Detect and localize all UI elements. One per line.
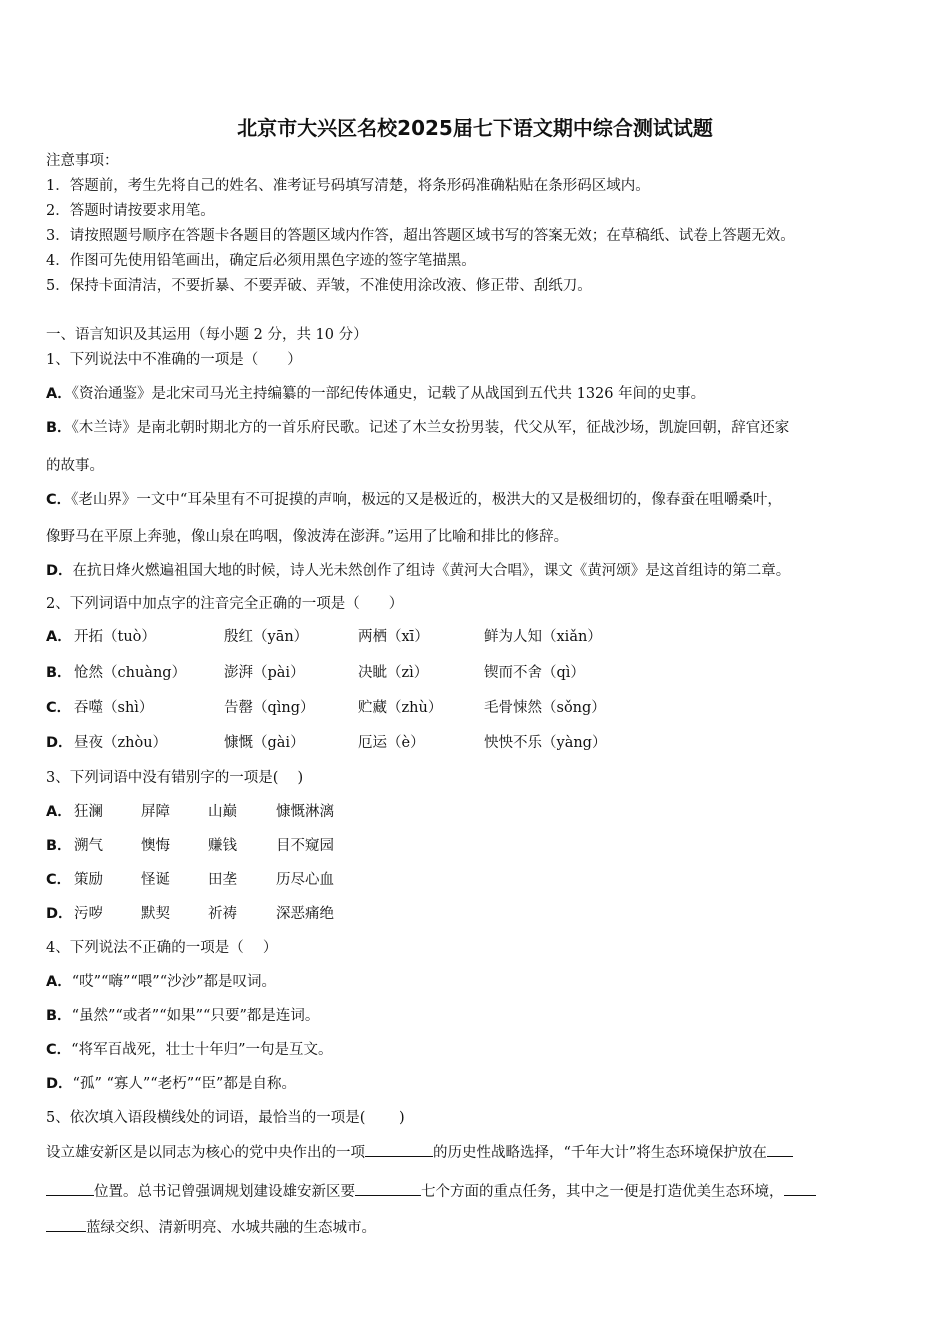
option-cell: 贮藏（zhù） bbox=[358, 700, 443, 716]
q1-option-b-cont: 的故事。 bbox=[46, 458, 104, 474]
option-cell: 田垄 bbox=[208, 872, 237, 888]
notice-item: 3．请按照题号顺序在答题卡各题目的答题区域内作答，超出答题区域书写的答案无效；在草稿纸、试卷上答题无效。 bbox=[46, 228, 795, 244]
option-label: D． bbox=[46, 1076, 73, 1092]
answer-blank[interactable] bbox=[355, 1181, 421, 1196]
option-cell: 目不窥园 bbox=[276, 838, 334, 854]
option-cell: 两栖（xī） bbox=[358, 629, 429, 645]
option-label: C． bbox=[46, 1042, 72, 1058]
q4-option bbox=[46, 1040, 332, 1060]
passage-text: 的历史性战略选择，“千年大计”将生态环境保护放在 bbox=[433, 1145, 767, 1161]
option-label: C． bbox=[46, 700, 72, 716]
option-text: 《资治通鉴》是北宋司马光主持编纂的一部纪传体通史，记载了从战国到五代共 1326 年间的史事。 bbox=[71, 386, 706, 402]
option-label: B． bbox=[46, 665, 72, 681]
option-label: A． bbox=[46, 386, 72, 402]
option-text: “将军百战死，壮士十年归”一句是互文。 bbox=[71, 1042, 333, 1058]
option-text: 在抗日烽火燃遍祖国大地的时候，诗人光未然创作了组诗《黄河大合唱》，课文《黄河颂》是这首组诗的第二章。 bbox=[72, 563, 791, 579]
notice-item: 4．作图可先使用铅笔画出，确定后必须用黑色字迹的签字笔描黑。 bbox=[46, 253, 476, 269]
notice-heading: 注意事项： bbox=[46, 153, 119, 169]
option-cell: 懊悔 bbox=[141, 838, 170, 854]
passage-text: 位置。总书记曾强调规划建设雄安新区要 bbox=[94, 1184, 355, 1200]
question-stem: 3、下列词语中没有错别字的一项是( ) bbox=[46, 770, 304, 786]
q4-option bbox=[46, 1074, 296, 1094]
option-cell: 昼夜（zhòu） bbox=[74, 735, 168, 751]
option-text: “哎”“嗨”“喂”“沙沙”都是叹词。 bbox=[71, 974, 277, 990]
q4-option bbox=[46, 972, 276, 992]
option-cell: 怏怏不乐（yàng） bbox=[484, 735, 607, 751]
option-cell: 深恶痛绝 bbox=[276, 906, 334, 922]
option-cell: 山巅 bbox=[208, 804, 237, 820]
option-cell: 污哕 bbox=[74, 906, 103, 922]
q1-option-a bbox=[46, 384, 705, 404]
option-cell: 溯气 bbox=[74, 838, 103, 854]
option-cell: 历尽心血 bbox=[276, 872, 334, 888]
option-cell: 慷慨淋漓 bbox=[276, 804, 334, 820]
option-cell: 锲而不舍（qì） bbox=[484, 665, 585, 681]
option-cell: 赚钱 bbox=[208, 838, 237, 854]
passage-text: 七个方面的重点任务，其中之一便是打造优美生态环境， bbox=[421, 1184, 784, 1200]
page-title: 北京市大兴区名校2025届七下语文期中综合测试试题 bbox=[237, 116, 713, 140]
question-stem: 1、下列说法中不准确的一项是（ ） bbox=[46, 352, 302, 368]
option-label: A． bbox=[46, 974, 72, 990]
option-text: 《木兰诗》是南北朝时期北方的一首乐府民歌。记述了木兰女扮男装，代父从军，征战沙场，凯旋回朝，辞官还家 bbox=[71, 420, 790, 436]
question-stem: 4、下列说法不正确的一项是（ ） bbox=[46, 940, 278, 956]
option-cell: 怪诞 bbox=[141, 872, 170, 888]
option-cell: 开拓（tuò） bbox=[74, 629, 156, 645]
option-cell: 怆然（chuàng） bbox=[74, 665, 187, 681]
option-cell: 狂澜 bbox=[74, 804, 103, 820]
option-label: A． bbox=[46, 629, 72, 645]
option-label: D． bbox=[46, 563, 73, 579]
section-heading: 一、语言知识及其运用（每小题 2 分，共 10 分） bbox=[46, 327, 368, 343]
option-cell: 默契 bbox=[141, 906, 170, 922]
option-cell: 澎湃（pài） bbox=[224, 665, 305, 681]
q1-option-b bbox=[46, 418, 789, 438]
option-label: B． bbox=[46, 838, 72, 854]
notice-item: 2．答题时请按要求用笔。 bbox=[46, 203, 215, 219]
q1-option-c-cont: 像野马在平原上奔驰，像山泉在呜咽，像波涛在澎湃。”运用了比喻和排比的修辞。 bbox=[46, 529, 569, 545]
notice-item: 5．保持卡面清洁，不要折暴、不要弄破、弄皱，不准使用涂改液、修正带、刮纸刀。 bbox=[46, 278, 592, 294]
option-cell: 策励 bbox=[74, 872, 103, 888]
option-text: 《老山界》一文中“耳朵里有不可捉摸的声响，极远的又是极近的，极洪大的又是极细切的，像春蚕在咀嚼桑叶， bbox=[71, 492, 782, 508]
option-label: D． bbox=[46, 906, 73, 922]
option-cell: 毛骨悚然（sǒng） bbox=[484, 700, 606, 716]
option-cell: 鲜为人知（xiǎn） bbox=[484, 629, 602, 645]
question-stem: 2、下列词语中加点字的注音完全正确的一项是（ ） bbox=[46, 596, 404, 612]
option-cell: 吞噬（shì） bbox=[74, 700, 154, 716]
option-label: B． bbox=[46, 420, 72, 436]
q5-passage-line bbox=[46, 1181, 816, 1202]
q1-option-d bbox=[46, 561, 790, 581]
q4-option bbox=[46, 1006, 319, 1026]
answer-blank[interactable] bbox=[46, 1181, 94, 1196]
option-cell: 决眦（zì） bbox=[358, 665, 429, 681]
answer-blank[interactable] bbox=[784, 1181, 816, 1196]
option-label: B． bbox=[46, 1008, 72, 1024]
option-text: “虽然”“或者”“如果”“只要”都是连词。 bbox=[71, 1008, 320, 1024]
option-cell: 殷红（yān） bbox=[224, 629, 309, 645]
answer-blank[interactable] bbox=[46, 1217, 86, 1232]
passage-text: 蓝绿交织、清新明亮、水城共融的生态城市。 bbox=[86, 1220, 376, 1236]
q5-passage-line bbox=[46, 1142, 793, 1163]
passage-text: 设立雄安新区是以同志为核心的党中央作出的一项 bbox=[46, 1145, 365, 1161]
option-text: “孤” “寡人”“老朽”“臣”都是自称。 bbox=[72, 1076, 296, 1092]
option-label: A． bbox=[46, 804, 72, 820]
answer-blank[interactable] bbox=[767, 1142, 793, 1157]
option-label: C． bbox=[46, 492, 72, 508]
option-label: C． bbox=[46, 872, 72, 888]
notice-item: 1．答题前，考生先将自己的姓名、准考证号码填写清楚，将条形码准确粘贴在条形码区域内。 bbox=[46, 178, 650, 194]
option-cell: 屏障 bbox=[141, 804, 170, 820]
option-cell: 告罄（qìng） bbox=[224, 700, 315, 716]
option-cell: 祈祷 bbox=[208, 906, 237, 922]
q1-option-c bbox=[46, 490, 782, 510]
option-label: D． bbox=[46, 735, 73, 751]
q5-passage-line bbox=[46, 1217, 376, 1238]
answer-blank[interactable] bbox=[365, 1142, 433, 1157]
question-stem: 5、依次填入语段横线处的词语，最恰当的一项是( ) bbox=[46, 1110, 405, 1126]
option-cell: 厄运（è） bbox=[358, 735, 425, 751]
option-cell: 慷慨（gài） bbox=[224, 735, 305, 751]
